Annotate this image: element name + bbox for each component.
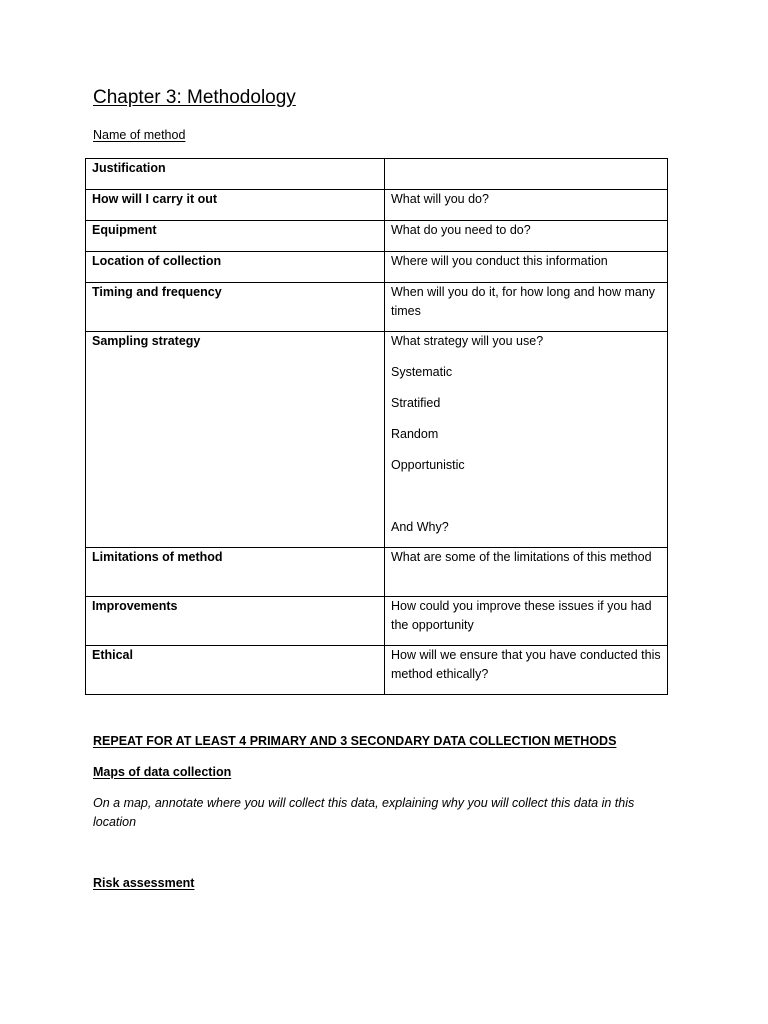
table-row — [86, 646, 668, 695]
row-label: Timing and frequency — [86, 283, 385, 332]
row-label: Improvements — [86, 597, 385, 646]
row-label: How will I carry it out — [86, 190, 385, 221]
blank-gap — [391, 487, 661, 518]
chapter-title: Chapter 3: Methodology — [93, 87, 296, 108]
table-row — [86, 548, 668, 597]
table-row — [86, 252, 668, 283]
row-label: Ethical — [86, 646, 385, 695]
row-value: How will we ensure that you have conducted this method ethically? — [385, 646, 668, 695]
row-label: Limitations of method — [86, 548, 385, 597]
row-label: Justification — [86, 159, 385, 190]
strategy-question: What strategy will you use? — [391, 334, 544, 348]
table-row — [86, 283, 668, 332]
method-name-heading: Name of method — [93, 128, 186, 142]
table-row — [86, 332, 668, 548]
row-value: What will you do? — [385, 190, 668, 221]
row-label: Equipment — [86, 221, 385, 252]
maps-instructions: On a map, annotate where you will collect this data, explaining why you will collect this data in this location — [93, 796, 635, 829]
risk-assessment-heading: Risk assessment — [93, 876, 195, 890]
strategy-option: Systematic — [391, 365, 453, 379]
row-label: Location of collection — [86, 252, 385, 283]
table-row — [86, 159, 668, 190]
row-value — [385, 159, 668, 190]
maps-heading: Maps of data collection — [93, 765, 232, 779]
repeat-note: REPEAT FOR AT LEAST 4 PRIMARY AND 3 SECONDARY DATA COLLECTION METHODS — [93, 734, 617, 748]
table-row — [86, 190, 668, 221]
row-value-list — [385, 332, 668, 548]
table-row — [86, 597, 668, 646]
strategy-follow-up: And Why? — [391, 520, 449, 534]
row-label: Sampling strategy — [86, 332, 385, 548]
strategy-option: Stratified — [391, 396, 441, 410]
row-value: When will you do it, for how long and how many times — [385, 283, 668, 332]
row-value: What do you need to do? — [385, 221, 668, 252]
strategy-option: Random — [391, 427, 439, 441]
table-row — [86, 221, 668, 252]
strategy-option: Opportunistic — [391, 458, 465, 472]
row-value: What are some of the limitations of this method — [385, 548, 668, 597]
row-value: How could you improve these issues if you had the opportunity — [385, 597, 668, 646]
row-value: Where will you conduct this information — [385, 252, 668, 283]
methodology-table — [85, 158, 668, 695]
